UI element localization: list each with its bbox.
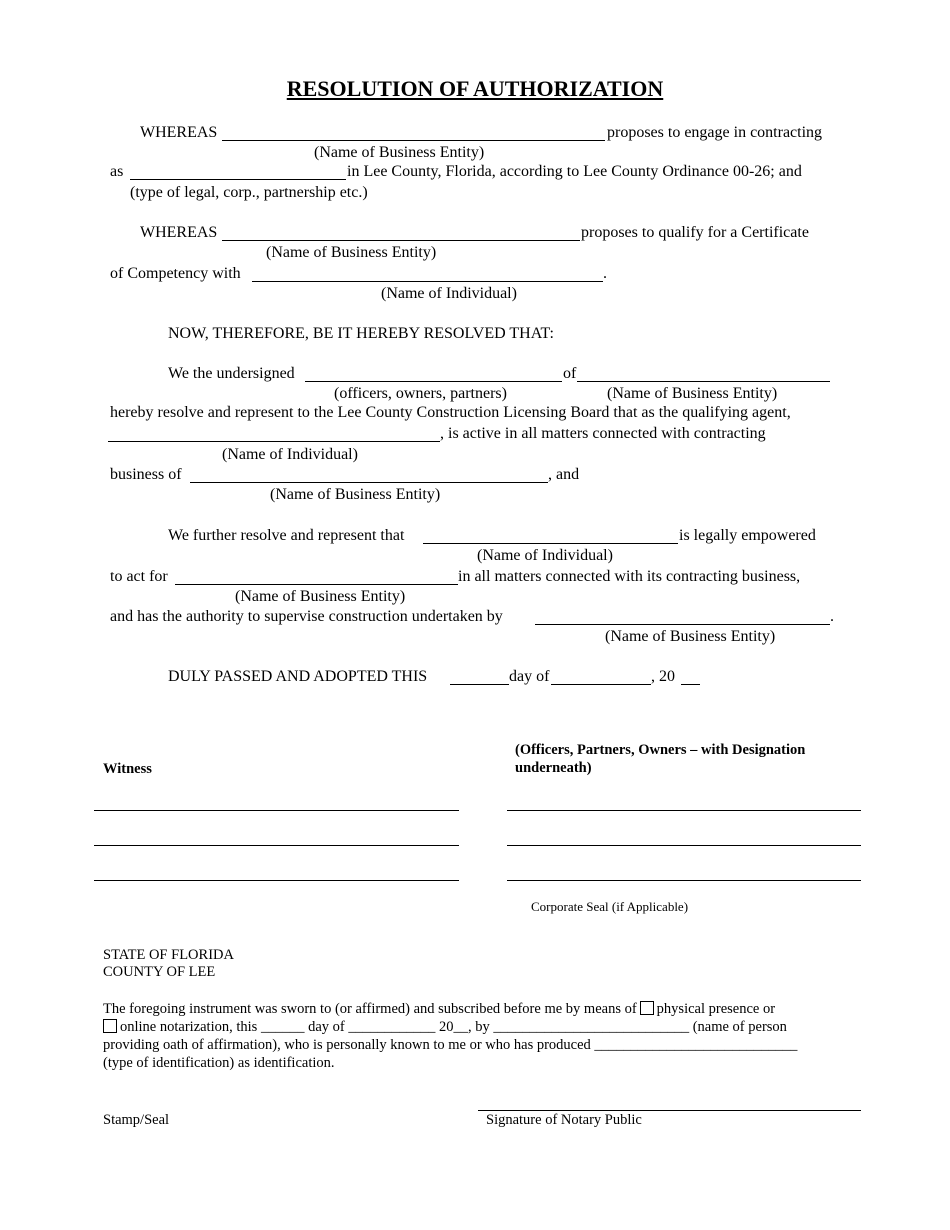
business-entity-blank-3[interactable]	[577, 381, 830, 382]
day-of-label: day of	[509, 668, 550, 685]
business-entity-blank[interactable]	[222, 140, 605, 141]
notary-line-1b: physical presence or	[656, 1001, 776, 1017]
business-entity-blank-4[interactable]	[190, 482, 548, 483]
witness-heading: Witness	[103, 761, 152, 777]
business-of-label: business of	[110, 466, 182, 483]
undersigned-label: We the undersigned	[168, 365, 295, 382]
caption-business-entity-3: (Name of Business Entity)	[607, 385, 778, 402]
document-title: RESOLUTION OF AUTHORIZATION	[286, 76, 664, 101]
caption-business-entity-5: (Name of Business Entity)	[235, 588, 406, 605]
further-text: We further resolve and represent that	[168, 527, 405, 544]
state-label: STATE OF FLORIDA	[103, 947, 234, 963]
notary-line-3: providing oath of affirmation), who is personally known to me or who has produced ____________________________	[103, 1037, 798, 1053]
physical-presence-checkbox[interactable]	[640, 1001, 654, 1015]
resolved-heading: NOW, THEREFORE, BE IT HEREBY RESOLVED THAT:	[168, 325, 554, 342]
whereas-label-2: WHEREAS	[140, 224, 218, 241]
witness-signature-line-3[interactable]	[94, 880, 459, 881]
caption-individual-3: (Name of Individual)	[477, 547, 613, 564]
competency-label: of Competency with	[110, 265, 241, 282]
year-blank[interactable]	[681, 684, 700, 685]
caption-individual-2: (Name of Individual)	[222, 446, 358, 463]
individual-blank-3[interactable]	[423, 543, 678, 544]
notary-line-2-text: online notarization, this ______ day of ____________ 20__, by ___________________________ (name of person	[120, 1019, 787, 1035]
officers-blank[interactable]	[305, 381, 562, 382]
adopted-text: DULY PASSED AND ADOPTED THIS	[168, 668, 428, 685]
notary-signature-label: Signature of Notary Public	[486, 1112, 642, 1128]
p1-tail: proposes to engage in contracting	[607, 124, 823, 141]
business-entity-blank-5[interactable]	[175, 584, 458, 585]
witness-signature-line-1[interactable]	[94, 810, 459, 811]
and-label: , and	[548, 466, 580, 483]
period: .	[603, 265, 607, 282]
county-label: COUNTY OF LEE	[103, 964, 216, 980]
act-for-label: to act for	[110, 568, 168, 585]
stamp-seal-label: Stamp/Seal	[103, 1112, 170, 1128]
whereas-label: WHEREAS	[140, 124, 218, 141]
business-entity-blank-6[interactable]	[535, 624, 830, 625]
notary-line-1	[103, 1000, 775, 1018]
notary-line-2	[100, 1018, 787, 1036]
caption-business-entity-4: (Name of Business Entity)	[270, 486, 441, 503]
notary-line-4: (type of identification) as identification.	[103, 1055, 335, 1071]
month-blank[interactable]	[551, 684, 651, 685]
caption-business-entity: (Name of Business Entity)	[314, 144, 485, 161]
caption-business-entity-2: (Name of Business Entity)	[266, 244, 437, 261]
business-entity-blank-2[interactable]	[222, 240, 580, 241]
caption-individual: (Name of Individual)	[381, 285, 517, 302]
witness-signature-line-2[interactable]	[94, 845, 459, 846]
resolve-text: hereby resolve and represent to the Lee County Construction Licensing Board that as the qualifying agent,	[110, 404, 791, 421]
individual-blank-2[interactable]	[108, 441, 440, 442]
day-blank[interactable]	[450, 684, 509, 685]
empowered-text: is legally empowered	[679, 527, 816, 544]
notary-line-1a: The foregoing instrument was sworn to (or affirmed) and subscribed before me by means of	[103, 1001, 637, 1017]
officer-signature-line-2[interactable]	[507, 845, 861, 846]
corporate-seal-label: Corporate Seal (if Applicable)	[531, 899, 689, 914]
caption-officers: (officers, owners, partners)	[334, 385, 507, 402]
officers-heading: (Officers, Partners, Owners – with Designation underneath)	[515, 742, 806, 776]
p1-tail2: in Lee County, Florida, according to Lee County Ordinance 00-26; and	[347, 163, 802, 180]
officer-signature-line-3[interactable]	[507, 880, 861, 881]
period-2: .	[830, 608, 834, 625]
of-label: of	[563, 365, 577, 382]
as-label: as	[110, 163, 124, 180]
year-label: , 20	[651, 668, 675, 685]
p2-tail: proposes to qualify for a Certificate	[581, 224, 809, 241]
individual-blank[interactable]	[252, 281, 603, 282]
authority-text: and has the authority to supervise construction undertaken by	[110, 608, 503, 625]
act-tail: in all matters connected with its contracting business,	[458, 568, 801, 585]
entity-type-blank[interactable]	[130, 179, 346, 180]
active-text: , is active in all matters connected with contracting	[440, 425, 766, 442]
caption-entity-type: (type of legal, corp., partnership etc.)	[130, 184, 368, 201]
caption-business-entity-6: (Name of Business Entity)	[605, 628, 776, 645]
officer-signature-line-1[interactable]	[507, 810, 861, 811]
online-notarization-checkbox[interactable]	[103, 1019, 117, 1033]
